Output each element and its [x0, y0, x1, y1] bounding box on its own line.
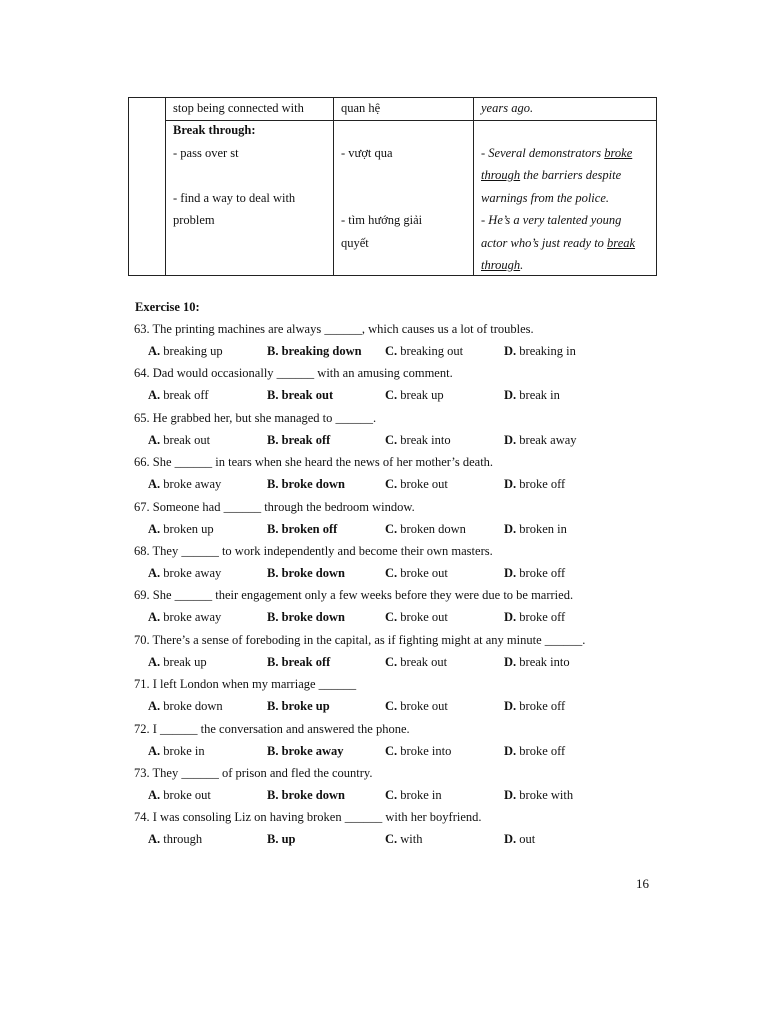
answer-option: [385, 341, 463, 361]
option-letter: B.: [267, 477, 279, 492]
answer-option: [267, 519, 337, 539]
question-item: [134, 363, 674, 407]
option-text: broke out: [397, 610, 448, 625]
answer-option: [148, 741, 205, 761]
option-letter: B.: [267, 832, 279, 847]
question-stem: 68. They ______ to work independently and become their own masters.: [134, 543, 493, 558]
question-stem: 63. The printing machines are always ______, which causes us a lot of troubles.: [134, 322, 534, 336]
option-text: through: [160, 832, 203, 847]
entry-heading: Break through:: [173, 123, 256, 137]
option-letter: C.: [385, 699, 398, 714]
answer-option: [385, 741, 451, 761]
answer-options: [148, 385, 668, 405]
answer-option: [267, 741, 344, 761]
answer-option: [148, 385, 209, 405]
question-item: [134, 585, 674, 629]
option-letter: C.: [385, 832, 398, 847]
answer-option: [267, 430, 330, 450]
option-letter: C.: [385, 654, 398, 669]
option-letter: A.: [148, 565, 161, 580]
answer-option: [504, 385, 560, 405]
option-text: broke down: [278, 610, 345, 625]
option-text: out: [516, 832, 536, 847]
option-text: broke away: [160, 610, 222, 625]
option-text: broke out: [160, 787, 211, 802]
option-letter: A.: [148, 610, 161, 625]
table-cell-vietnamese: quan hệ: [341, 101, 381, 115]
answer-option: [385, 519, 466, 539]
option-text: breaking down: [278, 344, 362, 358]
answer-option: [148, 785, 211, 805]
option-text: broken in: [516, 521, 567, 536]
question-stem: 74. I was consoling Liz on having broken ______ with her boyfriend.: [134, 810, 482, 825]
option-letter: C.: [385, 388, 398, 403]
answer-option: [504, 341, 576, 361]
option-letter: D.: [504, 610, 517, 625]
table-cell-vietnamese: - vượt qua - tìm hướng giải quyết: [341, 145, 423, 250]
answer-option: [385, 696, 448, 716]
answer-option: [385, 652, 447, 672]
option-letter: A.: [148, 344, 161, 358]
question-item: [134, 408, 674, 452]
answer-option: [148, 607, 221, 627]
option-letter: D.: [504, 477, 517, 492]
option-text: broke with: [516, 787, 574, 802]
table-divider: [333, 98, 334, 275]
option-text: with: [397, 832, 423, 847]
option-letter: D.: [504, 832, 517, 847]
option-text: breaking up: [160, 344, 223, 358]
answer-option: [385, 430, 451, 450]
table-cell-meaning: stop being connected with: [173, 101, 304, 115]
option-text: broke out: [397, 699, 448, 714]
option-text: break off: [278, 654, 331, 669]
option-text: broke off: [516, 610, 566, 625]
option-text: break away: [516, 432, 577, 447]
option-letter: C.: [385, 432, 398, 447]
option-letter: A.: [148, 521, 161, 536]
question-item: [134, 630, 674, 674]
answer-option: [385, 563, 448, 583]
question-item: [134, 319, 674, 363]
option-text: broke down: [278, 787, 345, 802]
option-letter: D.: [504, 743, 517, 758]
page-number: 16: [636, 876, 649, 891]
answer-options: [148, 563, 668, 583]
option-letter: C.: [385, 521, 398, 536]
option-letter: A.: [148, 477, 161, 492]
option-letter: C.: [385, 743, 398, 758]
option-text: breaking in: [516, 344, 576, 358]
answer-option: [267, 785, 345, 805]
answer-option: [267, 696, 330, 716]
option-text: broke in: [397, 787, 442, 802]
option-text: break out: [160, 432, 211, 447]
option-letter: D.: [504, 344, 517, 358]
answer-option: [148, 519, 214, 539]
option-text: break up: [397, 388, 444, 403]
answer-option: [148, 696, 223, 716]
question-item: [134, 497, 674, 541]
question-item: [134, 452, 674, 496]
option-letter: A.: [148, 388, 161, 403]
option-text: breaking out: [397, 344, 464, 358]
answer-options: [148, 430, 668, 450]
answer-option: [148, 430, 210, 450]
answer-options: [148, 341, 668, 361]
option-text: broken down: [397, 521, 466, 536]
option-letter: B.: [267, 388, 279, 403]
answer-options: [148, 829, 668, 849]
question-stem: 69. She ______ their engagement only a few weeks before they were due to be married.: [134, 588, 574, 603]
answer-option: [385, 785, 442, 805]
option-text: broke out: [397, 477, 448, 492]
option-text: broke in: [160, 743, 205, 758]
answer-options: [148, 696, 668, 716]
table-divider: [165, 98, 166, 275]
answer-options: [148, 785, 668, 805]
answer-option: [267, 474, 345, 494]
question-item: [134, 719, 674, 763]
question-stem: 66. She ______ in tears when she heard the news of her mother’s death.: [134, 455, 494, 470]
answer-option: [267, 607, 345, 627]
answer-option: [504, 430, 577, 450]
answer-option: [504, 474, 565, 494]
option-letter: D.: [504, 432, 517, 447]
option-letter: C.: [385, 610, 398, 625]
option-text: up: [278, 832, 296, 847]
option-text: break off: [278, 432, 331, 447]
answer-option: [504, 741, 565, 761]
option-text: broke down: [160, 699, 223, 714]
option-letter: C.: [385, 565, 398, 580]
answer-option: [267, 652, 330, 672]
answer-option: [148, 563, 221, 583]
question-stem: 71. I left London when my marriage ______: [134, 677, 357, 692]
option-text: break out: [278, 388, 334, 403]
option-letter: B.: [267, 743, 279, 758]
option-letter: B.: [267, 344, 279, 358]
option-text: broken up: [160, 521, 214, 536]
option-letter: A.: [148, 832, 161, 847]
option-letter: B.: [267, 654, 279, 669]
option-letter: C.: [385, 787, 398, 802]
option-text: break in: [516, 388, 560, 403]
answer-option: [385, 474, 448, 494]
question-stem: 65. He grabbed her, but she managed to ______.: [134, 410, 377, 425]
option-letter: C.: [385, 477, 398, 492]
answer-option: [385, 607, 448, 627]
option-text: broken off: [278, 521, 338, 536]
option-letter: B.: [267, 432, 279, 447]
option-text: broke off: [516, 743, 566, 758]
question-stem: 73. They ______ of prison and fled the country.: [134, 765, 373, 780]
option-text: broke off: [516, 477, 566, 492]
question-stem: 64. Dad would occasionally ______ with an amusing comment.: [134, 366, 453, 381]
question-stem: 70. There’s a sense of foreboding in the capital, as if fighting might at any minute ______.: [134, 632, 586, 647]
answer-options: [148, 474, 668, 494]
option-letter: D.: [504, 787, 517, 802]
option-letter: D.: [504, 388, 517, 403]
option-text: break out: [397, 654, 448, 669]
option-text: broke out: [397, 565, 448, 580]
question-item: [134, 674, 674, 718]
answer-option: [504, 519, 567, 539]
question-item: [134, 763, 674, 807]
option-letter: B.: [267, 521, 279, 536]
option-text: broke down: [278, 565, 345, 580]
answer-option: [148, 341, 223, 361]
phrasal-verb-table: [128, 97, 657, 276]
answer-options: [148, 652, 668, 672]
option-text: break up: [160, 654, 207, 669]
answer-option: [504, 607, 565, 627]
answer-options: [148, 741, 668, 761]
question-stem: 67. Someone had ______ through the bedroom window.: [134, 499, 415, 514]
question-stem: 72. I ______ the conversation and answered the phone.: [134, 721, 410, 736]
option-letter: B.: [267, 610, 279, 625]
answer-option: [385, 385, 444, 405]
option-letter: A.: [148, 743, 161, 758]
question-item: [134, 541, 674, 585]
option-letter: A.: [148, 432, 161, 447]
option-letter: B.: [267, 787, 279, 802]
table-cell-meaning: Break through: - pass over st - find a way to deal with problem: [173, 119, 295, 232]
option-letter: D.: [504, 654, 517, 669]
exercise-title: Exercise 10:: [135, 300, 200, 314]
answer-options: [148, 519, 668, 539]
option-text: break into: [516, 654, 570, 669]
answer-option: [267, 341, 362, 361]
answer-option: [504, 563, 565, 583]
option-letter: B.: [267, 565, 279, 580]
answer-option: [504, 829, 535, 849]
option-letter: D.: [504, 699, 517, 714]
option-text: break off: [160, 388, 209, 403]
option-letter: D.: [504, 521, 517, 536]
option-text: broke up: [278, 699, 330, 714]
question-item: [134, 807, 674, 851]
option-text: broke down: [278, 477, 345, 492]
table-cell-example: - Several demonstrators broke through the barriers despite warnings from the police. - He’s a very talented young actor who’s just ready to break through.: [481, 145, 636, 272]
answer-option: [267, 829, 296, 849]
option-text: broke away: [160, 477, 222, 492]
answer-option: [267, 385, 333, 405]
option-letter: A.: [148, 787, 161, 802]
answer-option: [504, 652, 570, 672]
option-letter: C.: [385, 344, 398, 358]
option-text: broke away: [278, 743, 344, 758]
option-text: broke into: [397, 743, 452, 758]
answer-option: [148, 652, 207, 672]
option-text: broke away: [160, 565, 222, 580]
answer-option: [267, 563, 345, 583]
option-text: broke off: [516, 699, 566, 714]
option-letter: A.: [148, 654, 161, 669]
answer-option: [504, 785, 573, 805]
answer-option: [385, 829, 423, 849]
option-letter: A.: [148, 699, 161, 714]
exercise-list: [134, 319, 674, 852]
option-text: break into: [397, 432, 451, 447]
table-cell-example: years ago.: [481, 101, 534, 115]
option-text: broke off: [516, 565, 566, 580]
option-letter: D.: [504, 565, 517, 580]
option-letter: B.: [267, 699, 279, 714]
answer-option: [148, 474, 221, 494]
answer-option: [148, 829, 202, 849]
answer-options: [148, 607, 668, 627]
table-divider: [473, 98, 474, 275]
answer-option: [504, 696, 565, 716]
